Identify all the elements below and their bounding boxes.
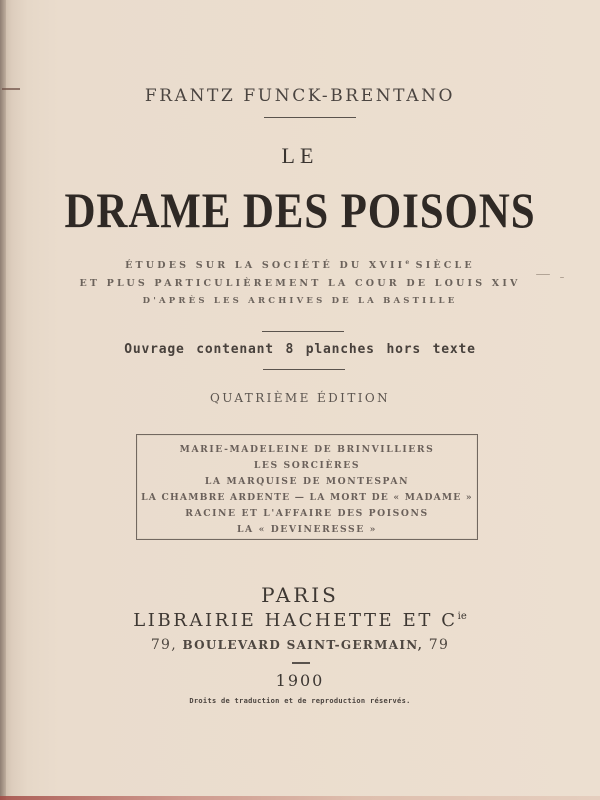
publisher-superscript: ie [457, 611, 467, 622]
subtitle-line-1-prefix: ÉTUDES SUR LA SOCIÉTÉ DU XVII [125, 260, 406, 271]
plates-note: Ouvrage contenant 8 planches hors texte [124, 342, 476, 357]
paper-speck [196, 701, 198, 703]
title-article: LE [281, 143, 319, 168]
contents-item: LA « DEVINERESSE » [237, 524, 377, 535]
subtitle-line-1 [0, 259, 600, 271]
year-rule [292, 662, 310, 664]
publication-year: 1900 [275, 671, 325, 690]
page-bottom-edge [0, 796, 600, 800]
publisher-name-text: LIBRAIRIE HACHETTE ET C [133, 610, 458, 631]
author-name: FRANTZ FUNCK-BRENTANO [144, 86, 456, 106]
contents-item: RACINE ET L'AFFAIRE DES POISONS [185, 508, 429, 519]
address-street: BOULEVARD SAINT-GERMAIN, [177, 638, 429, 652]
subtitle-rule [262, 331, 344, 332]
edition-label: QUATRIÈME ÉDITION [210, 391, 390, 405]
imprint-city: PARIS [261, 583, 339, 607]
subtitle-line-2: ET PLUS PARTICULIÈREMENT LA COUR DE LOUIS XIV [79, 278, 521, 289]
publisher-address [0, 637, 600, 653]
subtitle-superscript: e [405, 259, 410, 266]
rights-notice: Droits de traduction et de reproduction réservés. [189, 697, 411, 705]
contents-item: LES SORCIÈRES [253, 460, 361, 471]
contents-item: MARIE-MADELEINE DE BRINVILLIERS [179, 444, 435, 455]
subtitle-line-3: D'APRÈS LES ARCHIVES DE LA BASTILLE [142, 296, 458, 306]
paper-speck [536, 274, 550, 275]
author-rule [264, 117, 356, 118]
paper-speck [560, 277, 564, 278]
book-title: DRAME DES POISONS [64, 182, 536, 238]
contents-item: LA MARQUISE DE MONTESPAN [204, 476, 410, 487]
address-number-end: 79 [428, 637, 450, 653]
contents-item: LA CHAMBRE ARDENTE — LA MORT DE « MADAME » [141, 492, 473, 503]
subtitle-line-1-suffix: SIÈCLE [409, 260, 475, 271]
contents-box [136, 434, 478, 540]
plates-rule [263, 369, 345, 370]
publisher-name [0, 610, 600, 631]
address-number-start: 79, [150, 637, 178, 653]
